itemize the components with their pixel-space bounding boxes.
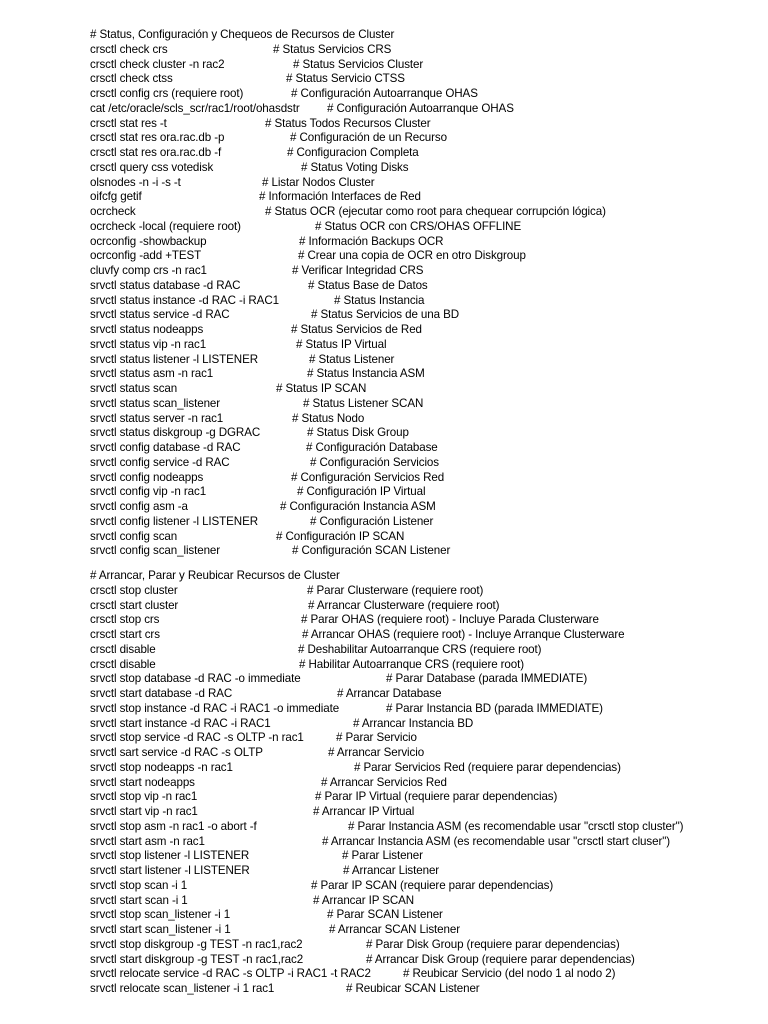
command-line <box>90 471 760 486</box>
command-line <box>90 731 760 746</box>
comment-text: # Reubicar Servicio (del nodo 1 al nodo 2) <box>403 967 616 981</box>
command-line <box>90 746 760 761</box>
command-line <box>90 176 760 191</box>
command-text: srvctl start instance -d RAC -i RAC1 <box>90 716 271 730</box>
heading-text: # Arrancar, Parar y Reubicar Recursos de Cluster <box>90 569 340 582</box>
command-line <box>90 515 760 530</box>
comment-text: # Status Servicios Cluster <box>293 57 424 71</box>
comment-text: # Parar Instancia ASM (es recomendable usar "crsctl stop cluster") <box>348 819 684 833</box>
command-text: srvctl status server -n rac1 <box>90 411 224 425</box>
comment-text: # Configuración de un Recurso <box>290 131 447 145</box>
command-line <box>90 835 760 850</box>
comment-text: # Arrancar IP SCAN <box>313 893 415 907</box>
command-line <box>90 938 760 953</box>
comment-text: # Listar Nodos Cluster <box>262 175 375 189</box>
command-text: srvctl stop scan_listener -i 1 <box>90 908 231 922</box>
command-line <box>90 412 760 427</box>
command-text: crsctl config crs (requiere root) <box>90 87 244 100</box>
command-text: crsctl stat res ora.rac.db -p <box>90 131 225 145</box>
command-line <box>90 205 760 220</box>
section-heading <box>90 569 760 584</box>
comment-text: # Status IP SCAN <box>276 382 367 395</box>
comment-text: # Parar Disk Group (requiere parar dependencias) <box>366 937 620 951</box>
comment-text: # Configuración Servicios Red <box>291 470 445 484</box>
command-text: cat /etc/oracle/scls_scr/rac1/root/ohasdstr <box>90 101 300 115</box>
command-line <box>90 382 760 397</box>
command-text: ocrconfig -showbackup <box>90 234 207 248</box>
comment-text: # Parar Instancia BD (parada IMMEDIATE) <box>386 701 603 715</box>
command-line <box>90 761 760 776</box>
comment-text: # Arrancar OHAS (requiere root) - Incluye Arranque Clusterware <box>302 628 625 641</box>
comment-text: # Parar IP SCAN (requiere parar dependencias) <box>311 878 554 892</box>
command-text: srvctl config asm -a <box>90 500 188 513</box>
command-line <box>90 544 760 559</box>
command-line <box>90 338 760 353</box>
command-text: crsctl check cluster -n rac2 <box>90 57 225 71</box>
comment-text: # Parar SCAN Listener <box>327 908 443 922</box>
command-line <box>90 72 760 87</box>
command-text: srvctl config nodeapps <box>90 470 204 484</box>
command-text: srvctl start vip -n rac1 <box>90 805 198 818</box>
command-line <box>90 308 760 323</box>
command-line <box>90 249 760 264</box>
command-line <box>90 776 760 791</box>
command-text: srvctl status service -d RAC <box>90 308 230 322</box>
command-line <box>90 102 760 117</box>
command-line <box>90 43 760 58</box>
command-line <box>90 323 760 338</box>
command-text: crsctl disable <box>90 657 156 671</box>
section-heading <box>90 28 760 43</box>
comment-text: # Parar Clusterware (requiere root) <box>307 583 484 597</box>
command-line <box>90 58 760 73</box>
command-line <box>90 530 760 545</box>
comment-text: # Configuración SCAN Listener <box>292 544 451 558</box>
comment-text: # Arrancar Servicios Red <box>321 775 447 789</box>
comment-text: # Arrancar Listener <box>343 864 440 877</box>
command-text: srvctl config service -d RAC <box>90 455 230 469</box>
comment-text: # Información Backups OCR <box>299 234 444 248</box>
command-text: srvctl start asm -n rac1 <box>90 834 205 848</box>
command-line <box>90 908 760 923</box>
comment-text: # Status Base de Datos <box>308 278 428 292</box>
command-line <box>90 146 760 161</box>
command-line <box>90 790 760 805</box>
command-line <box>90 849 760 864</box>
command-text: srvctl stop vip -n rac1 <box>90 790 198 804</box>
comment-text: # Status Servicios de una BD <box>311 308 459 322</box>
command-text: crsctl start crs <box>90 628 160 641</box>
comment-text: # Arrancar Servicio <box>328 746 425 759</box>
command-text: srvctl config scan_listener <box>90 544 221 558</box>
command-text: crsctl disable <box>90 642 156 656</box>
command-text: crsctl stop cluster <box>90 583 178 597</box>
command-text: srvctl config database -d RAC <box>90 441 241 454</box>
comment-text: # Arrancar SCAN Listener <box>329 923 460 936</box>
comment-text: # Status Voting Disks <box>301 160 409 174</box>
command-line <box>90 628 760 643</box>
comment-text: # Habilitar Autoarranque CRS (requiere root) <box>299 657 525 671</box>
command-line <box>90 805 760 820</box>
command-line <box>90 879 760 894</box>
command-text: srvctl sart service -d RAC -s OLTP <box>90 746 263 759</box>
command-text: srvctl stop scan -i 1 <box>90 878 188 892</box>
comment-text: # Arrancar Disk Group (requiere parar dependencias) <box>366 952 635 966</box>
comment-text: # Status Nodo <box>292 411 365 425</box>
command-text: srvctl relocate service -d RAC -s OLTP -i RAC1 -t RAC2 <box>90 967 371 981</box>
command-text: srvctl status scan <box>90 382 178 395</box>
command-text: ocrcheck <box>90 205 136 218</box>
command-line <box>90 294 760 309</box>
command-line <box>90 131 760 146</box>
command-line <box>90 820 760 835</box>
command-text: srvctl config listener -l LISTENER <box>90 514 258 528</box>
comment-text: # Status Servicios de Red <box>291 323 422 336</box>
comment-text: # Status Todos Recursos Cluster <box>265 116 431 130</box>
comment-text: # Status Servicios CRS <box>273 42 392 56</box>
comment-text: # Parar Database (parada IMMEDIATE) <box>386 672 588 686</box>
comment-text: # Status Listener <box>309 352 395 366</box>
command-text: srvctl stop nodeapps -n rac1 <box>90 760 233 774</box>
command-text: srvctl stop service -d RAC -s OLTP -n rac1 <box>90 731 304 745</box>
comment-text: # Status OCR (ejecutar como root para chequear corrupción lógica) <box>265 205 606 218</box>
comment-text: # Status Servicio CTSS <box>286 72 405 86</box>
command-line <box>90 982 760 997</box>
command-text: srvctl status asm -n rac1 <box>90 367 214 381</box>
comment-text: # Parar Listener <box>342 849 423 863</box>
command-line <box>90 441 760 456</box>
comment-text: # Arrancar Clusterware (requiere root) <box>308 598 500 612</box>
command-line <box>90 397 760 412</box>
section-status-config <box>90 28 760 559</box>
command-text: crsctl check crs <box>90 42 168 56</box>
command-text: srvctl start scan -i 1 <box>90 893 188 907</box>
command-line <box>90 672 760 687</box>
comment-text: # Arrancar IP Virtual <box>313 805 415 818</box>
command-line <box>90 658 760 673</box>
command-line <box>90 456 760 471</box>
command-line <box>90 161 760 176</box>
command-line <box>90 953 760 968</box>
command-line <box>90 643 760 658</box>
command-line <box>90 613 760 628</box>
comment-text: # Reubicar SCAN Listener <box>346 982 480 995</box>
command-text: crsctl start cluster <box>90 598 179 612</box>
comment-text: # Configuración Listener <box>310 514 434 528</box>
command-text: ocrconfig -add +TEST <box>90 249 202 263</box>
comment-text: # Status IP Virtual <box>296 337 387 351</box>
command-line <box>90 687 760 702</box>
command-line <box>90 190 760 205</box>
command-text: srvctl status instance -d RAC -i RAC1 <box>90 293 279 307</box>
command-text: crsctl stat res ora.rac.db -f <box>90 146 222 159</box>
command-line <box>90 717 760 732</box>
comment-text: # Información Interfaces de Red <box>259 190 421 204</box>
heading-text: # Status, Configuración y Chequeos de Recursos de Cluster <box>90 28 395 41</box>
comment-text: # Parar Servicio <box>336 731 417 745</box>
command-text: srvctl status database -d RAC <box>90 278 241 292</box>
command-text: srvctl status scan_listener <box>90 396 221 410</box>
command-line <box>90 864 760 879</box>
comment-text: # Configuración Database <box>306 441 438 454</box>
comment-text: # Deshabilitar Autoarranque CRS (requiere root) <box>298 642 542 656</box>
command-line <box>90 894 760 909</box>
comment-text: # Configuración Servicios <box>310 455 439 469</box>
command-text: crsctl query css votedisk <box>90 160 214 174</box>
comment-text: # Configuración IP SCAN <box>276 529 405 543</box>
comment-text: # Crear una copia de OCR en otro Diskgroup <box>298 249 526 263</box>
command-text: crsctl check ctss <box>90 72 173 86</box>
command-text: crsctl stop crs <box>90 613 160 627</box>
command-text: srvctl start listener -l LISTENER <box>90 864 250 877</box>
command-line <box>90 220 760 235</box>
command-text: srvctl status nodeapps <box>90 323 204 336</box>
comment-text: # Verificar Integridad CRS <box>292 264 424 277</box>
command-text: crsctl stat res -t <box>90 116 167 130</box>
command-line <box>90 967 760 982</box>
comment-text: # Parar IP Virtual (requiere parar dependencias) <box>315 790 558 804</box>
comment-text: # Parar OHAS (requiere root) - Incluye Parada Clusterware <box>301 613 599 627</box>
command-line <box>90 485 760 500</box>
command-line <box>90 117 760 132</box>
command-line <box>90 264 760 279</box>
command-text: srvctl config vip -n rac1 <box>90 485 207 499</box>
command-text: olsnodes -n -i -s -t <box>90 175 181 189</box>
command-text: srvctl status vip -n rac1 <box>90 337 207 351</box>
command-text: srvctl stop asm -n rac1 -o abort -f <box>90 819 257 833</box>
command-text: cluvfy comp crs -n rac1 <box>90 264 207 277</box>
command-line <box>90 426 760 441</box>
comment-text: # Status Instancia ASM <box>307 367 425 381</box>
comment-text: # Parar Servicios Red (requiere parar dependencias) <box>354 760 621 774</box>
command-line <box>90 702 760 717</box>
command-text: oifcfg getif <box>90 190 142 204</box>
command-line <box>90 923 760 938</box>
command-text: srvctl start nodeapps <box>90 775 195 789</box>
command-line <box>90 367 760 382</box>
command-text: srvctl start diskgroup -g TEST -n rac1,rac2 <box>90 952 304 966</box>
command-line <box>90 235 760 250</box>
comment-text: # Configuración Instancia ASM <box>280 500 436 513</box>
command-text: srvctl status listener -l LISTENER <box>90 352 258 366</box>
command-text: srvctl stop listener -l LISTENER <box>90 849 250 863</box>
command-text: srvctl stop instance -d RAC -i RAC1 -o immediate <box>90 701 340 715</box>
comment-text: # Status Listener SCAN <box>303 396 424 410</box>
comment-text: # Configuración Autoarranque OHAS <box>327 101 514 115</box>
command-line <box>90 500 760 515</box>
comment-text: # Arrancar Database <box>337 687 442 700</box>
command-line <box>90 353 760 368</box>
command-text: srvctl status diskgroup -g DGRAC <box>90 426 261 440</box>
section-start-stop <box>90 569 760 997</box>
comment-text: # Arrancar Instancia ASM (es recomendable usar "crsctl start cluser") <box>322 834 670 848</box>
comment-text: # Configuracion Completa <box>287 146 419 159</box>
command-text: srvctl start scan_listener -i 1 <box>90 923 231 936</box>
command-line <box>90 279 760 294</box>
comment-text: # Status Instancia <box>334 293 425 307</box>
command-text: srvctl config scan <box>90 529 178 543</box>
command-text: srvctl stop diskgroup -g TEST -n rac1,rac2 <box>90 937 303 951</box>
comment-text: # Status OCR con CRS/OHAS OFFLINE <box>315 219 522 233</box>
command-text: srvctl start database -d RAC <box>90 687 233 700</box>
command-text: srvctl stop database -d RAC -o immediate <box>90 672 301 686</box>
command-text: srvctl relocate scan_listener -i 1 rac1 <box>90 982 275 995</box>
comment-text: # Configuración Autoarranque OHAS <box>291 87 478 100</box>
comment-text: # Status Disk Group <box>307 426 409 440</box>
command-line <box>90 599 760 614</box>
command-line <box>90 87 760 102</box>
command-text: ocrcheck -local (requiere root) <box>90 219 241 233</box>
comment-text: # Arrancar Instancia BD <box>353 716 474 730</box>
comment-text: # Configuración IP Virtual <box>297 485 426 499</box>
command-line <box>90 584 760 599</box>
